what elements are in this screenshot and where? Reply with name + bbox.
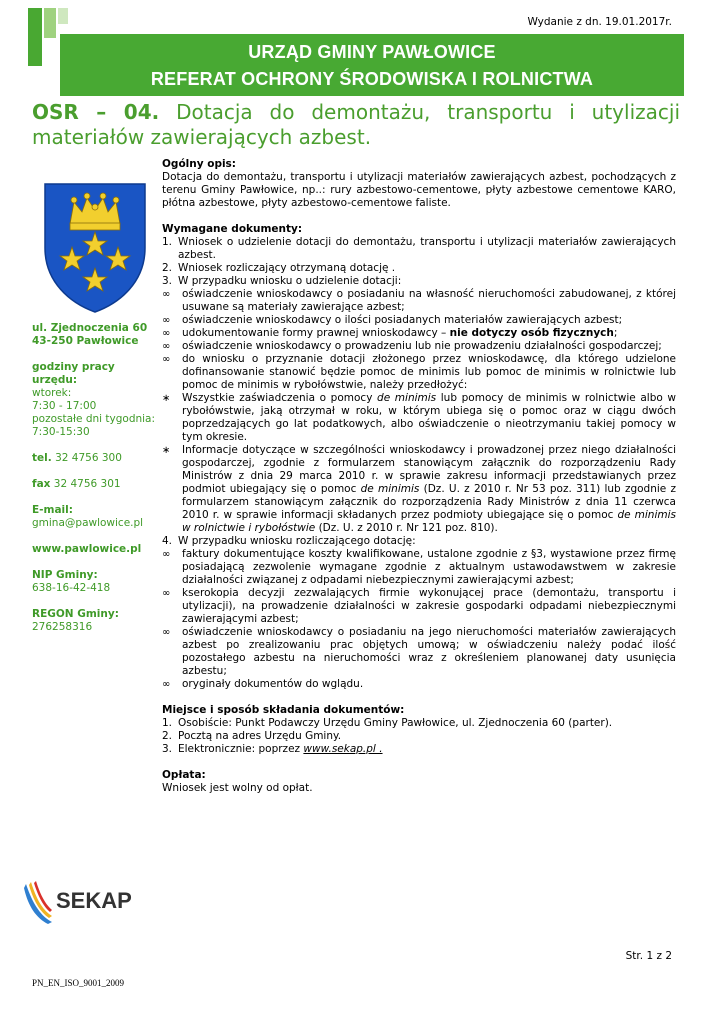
bullet-text: kserokopia decyzji zezwalających firmie wykonującej prace (demontażu, transportu i utylizacji), na prowadzenie działalności w zakresie gospodarki odpadami niebezpiecznymi zawierającymi azbest; bbox=[182, 587, 676, 625]
asterisk-bullet-icon: ∗ bbox=[162, 393, 171, 404]
decorative-bar bbox=[44, 8, 56, 38]
infinity-bullet-icon: ∞ bbox=[162, 289, 171, 300]
infinity-bullet-icon: ∞ bbox=[162, 354, 171, 365]
fee-heading: Opłata: bbox=[162, 769, 206, 781]
star-text: Wszystkie zaświadczenia o pomocy de minimis lub pomocy de minimis w rolnictwie albo w rybołówstwie, jaką otrzymał w roku, w którym ubiega się o pomoc oraz w ciągu dwóch poprzedzających go lat podatkowych, albo oświadczenie o nieotrzymaniu takiej pomocy w tym okresie. bbox=[182, 392, 677, 443]
office-hours-label: godziny pracy urzędu: bbox=[32, 361, 115, 386]
list-item: 1. Osobiście: Punkt Podawczy Urzędu Gminy Pawłowice, ul. Zjednoczenia 60 (parter). bbox=[162, 717, 676, 730]
hours-tuesday-label: wtorek: bbox=[32, 387, 72, 399]
infinity-bullet-icon: ∞ bbox=[162, 328, 171, 339]
submission-section bbox=[162, 704, 676, 756]
bullet-text: oryginały dokumentów do wglądu. bbox=[182, 678, 364, 690]
list-item: 2. Wniosek rozliczający otrzymaną dotację . bbox=[162, 262, 676, 275]
document-title-text: Dotacja do demontażu, transportu i utylizacji materiałów zawierających azbest. bbox=[32, 100, 680, 149]
required-documents bbox=[162, 223, 676, 691]
bullet-item bbox=[162, 626, 676, 678]
website-link[interactable]: www.pawlowice.pl bbox=[32, 543, 142, 555]
bullet-item bbox=[162, 678, 676, 691]
nip-label: NIP Gminy: bbox=[32, 569, 98, 581]
address-street: ul. Zjednoczenia 60 bbox=[32, 322, 148, 334]
infinity-bullet-icon: ∞ bbox=[162, 588, 171, 599]
decorative-bar bbox=[28, 8, 42, 66]
list-item-text: Pocztą na adres Urzędu Gminy. bbox=[178, 730, 342, 742]
coat-of-arms-icon bbox=[40, 180, 150, 315]
infinity-bullet-icon: ∞ bbox=[162, 679, 171, 690]
bullet-item bbox=[162, 340, 676, 353]
list-item-text: Elektronicznie: poprzez www.sekap.pl . bbox=[178, 743, 383, 755]
hours-other-days: 7:30-15:30 bbox=[32, 426, 90, 438]
fee-section bbox=[162, 769, 676, 795]
fax-label: fax bbox=[32, 478, 51, 490]
page-number: Str. 1 z 2 bbox=[625, 950, 672, 962]
bullet-text: do wniosku o przyznanie dotacji złożonego przez wnioskodawcę, dla którego udzielone dofinansowanie stanowić będzie pomoc de minimis lub pomoc de minimis w rolnictwie lub pomoc de minimis w rybołówstwie, należy przedłożyć: bbox=[182, 353, 676, 391]
decorative-bar bbox=[58, 8, 68, 24]
list-item: 2. Pocztą na adres Urzędu Gminy. bbox=[162, 730, 676, 743]
infinity-bullet-icon: ∞ bbox=[162, 549, 171, 560]
asterisk-bullet-icon: ∗ bbox=[162, 445, 171, 456]
main-content bbox=[162, 158, 676, 808]
infinity-bullet-icon: ∞ bbox=[162, 627, 171, 638]
fee-text: Wniosek jest wolny od opłat. bbox=[162, 782, 313, 794]
document-title bbox=[32, 100, 680, 150]
bullet-item bbox=[162, 288, 676, 314]
star-item bbox=[162, 444, 676, 535]
infinity-bullet-icon: ∞ bbox=[162, 315, 171, 326]
bullet-text: udokumentowanie formy prawnej wnioskodawcy – nie dotyczy osób fizycznych; bbox=[182, 327, 618, 339]
address-city: 43-250 Pawłowice bbox=[32, 335, 139, 347]
list-item: 3. Elektronicznie: poprzez www.sekap.pl . bbox=[162, 743, 676, 756]
sekap-logo-icon bbox=[22, 876, 137, 926]
bullet-item bbox=[162, 548, 676, 587]
list-item-text: W przypadku wniosku o udzielenie dotacji: bbox=[178, 275, 402, 287]
hours-tuesday: 7:30 - 17:00 bbox=[32, 400, 97, 412]
general-heading: Ogólny opis: bbox=[162, 158, 237, 170]
star-text: Informacje dotyczące w szczególności wnioskodawcy i prowadzonej przez niego działalności gospodarczej, zgodnie z formularzem stanowiącym załącznik do rozporządzeniu Rady Ministrów z dnia 29 marca 2010 r. w sprawie zakresu informacji przedstawianych przez podmiot ubiegający się o pomoc de minimis (Dz. U. z 2010 r. Nr 53 poz. 311) lub zgodnie z formularzem stanowiącym załącznik do rozporządzenia Rady Ministrów z dnia 11 czerwca 2010 r. w sprawie informacji składanych przez podmioty ubiegające się o pomoc de minimis w rolnictwie i rybołóstwie (Dz. U. z 2010 r. Nr 121 poz. 810). bbox=[182, 444, 677, 534]
hours-other-days-label: pozostałe dni tygodnia: bbox=[32, 413, 156, 425]
phone-label: tel. bbox=[32, 452, 52, 464]
department-name: REFERAT OCHRONY ŚRODOWISKA I ROLNICTWA bbox=[150, 69, 594, 89]
documents-heading: Wymagane dokumenty: bbox=[162, 223, 303, 235]
star-item bbox=[162, 392, 676, 444]
contact-sidebar bbox=[32, 322, 157, 647]
iso-code: PN_EN_ISO_9001_2009 bbox=[32, 978, 125, 988]
list-item-text: Osobiście: Punkt Podawczy Urzędu Gminy Pawłowice, ul. Zjednoczenia 60 (parter). bbox=[178, 717, 613, 729]
email-address[interactable]: gmina@pawlowice.pl bbox=[32, 517, 144, 529]
regon-label: REGON Gminy: bbox=[32, 608, 119, 620]
nip-number: 638-16-42-418 bbox=[32, 582, 111, 594]
bullet-text: oświadczenie wnioskodawcy o prowadzeniu lub nie prowadzeniu działalności gospodarczej; bbox=[182, 340, 662, 352]
phone-number: 32 4756 300 bbox=[55, 452, 122, 464]
bullet-item bbox=[162, 353, 676, 392]
list-item-text: Wniosek o udzielenie dotacji do demontażu, transportu i utylizacji materiałów zawierających azbest. bbox=[178, 236, 676, 261]
office-banner bbox=[60, 34, 684, 96]
bullet-text: oświadczenie wnioskodawcy o posiadaniu na własność nieruchomości zabudowanej, z której usuwane są materiały zawierające azbest; bbox=[182, 288, 676, 313]
fax-number: 32 4756 301 bbox=[53, 478, 121, 490]
general-description: Dotacja do demontażu, transportu i utylizacji materiałów zawierających azbest, pochodzących z terenu Gminy Pawłowice, np..: rury azbestowo-cementowe, płyty azbestowe cementowe KARO, płótna azbestowe, płyty azbestowo-cementowe faliste. bbox=[162, 171, 676, 209]
document-code: OSR – 04. bbox=[32, 100, 160, 124]
bullet-text: oświadczenie wnioskodawcy o posiadaniu na jego nieruchomości materiałów zawierających azbest po zrealizowaniu prac objętych umową; w oświadczeniu należy podać ilość pozostałego azbestu na nieruchomości wraz z określeniem planowanej daty usunięcia azbestu; bbox=[182, 626, 676, 677]
email-label: E-mail: bbox=[32, 504, 73, 516]
list-item: 1. Wniosek o udzielenie dotacji do demontażu, transportu i utylizacji materiałów zawierających azbest. bbox=[162, 236, 676, 261]
bullet-item bbox=[162, 327, 676, 340]
list-item-text: W przypadku wniosku rozliczającego dotację: bbox=[178, 535, 416, 547]
list-item-text: Wniosek rozliczający otrzymaną dotację . bbox=[178, 262, 396, 274]
bullet-item bbox=[162, 314, 676, 327]
bullet-text: oświadczenie wnioskodawcy o ilości posiadanych materiałów zawierających azbest; bbox=[182, 314, 623, 326]
bullet-item bbox=[162, 587, 676, 626]
regon-number: 276258316 bbox=[32, 621, 93, 633]
list-item: 4. W przypadku wniosku rozliczającego dotację: bbox=[162, 535, 676, 548]
svg-text:SEKAP: SEKAP bbox=[56, 888, 132, 913]
bullet-text: faktury dokumentujące koszty kwalifikowane, ustalone zgodnie z §3, wystawione przez firmę posiadającą zezwolenie wymagane zgodnie z aktualnym ustawodawstwem w zakresie działalności związanej z odpadami niebezpiecznymi zawierającymi azbest; bbox=[182, 548, 676, 586]
list-item: 3. W przypadku wniosku o udzielenie dotacji: bbox=[162, 275, 676, 288]
office-name: URZĄD GMINY PAWŁOWICE bbox=[248, 42, 496, 62]
sekap-link[interactable]: www.sekap.pl . bbox=[303, 743, 383, 755]
submission-heading: Miejsce i sposób składania dokumentów: bbox=[162, 704, 405, 716]
release-date: Wydanie z dn. 19.01.2017r. bbox=[527, 16, 672, 28]
infinity-bullet-icon: ∞ bbox=[162, 341, 171, 352]
